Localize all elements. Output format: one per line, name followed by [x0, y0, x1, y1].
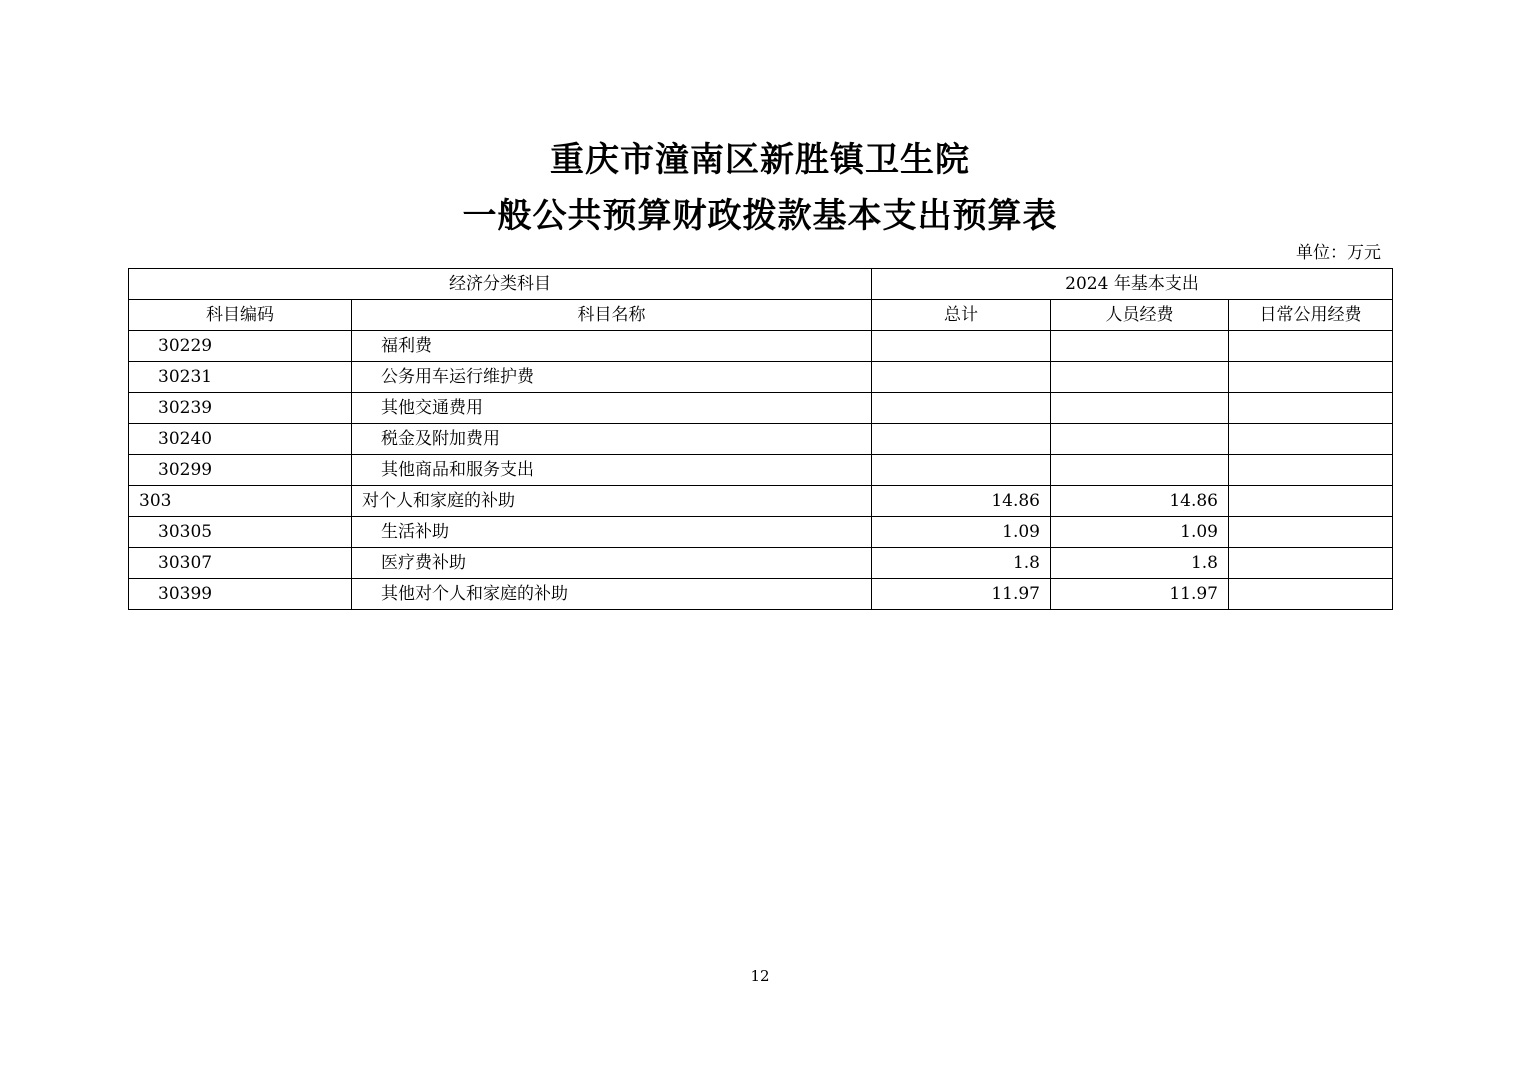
row-name: 福利费 [352, 331, 872, 362]
header-code: 科目编码 [129, 300, 352, 331]
row-total [872, 455, 1051, 486]
row-code: 30307 [129, 548, 352, 579]
header-column-row [129, 300, 1393, 331]
table-row [129, 331, 1393, 362]
row-code: 30231 [129, 362, 352, 393]
row-code: 30229 [129, 331, 352, 362]
row-personnel: 1.8 [1051, 548, 1229, 579]
table-row [129, 362, 1393, 393]
table-row [129, 548, 1393, 579]
row-total: 14.86 [872, 486, 1051, 517]
row-personnel: 11.97 [1051, 579, 1229, 610]
table-row [129, 517, 1393, 548]
row-total [872, 331, 1051, 362]
row-code: 30240 [129, 424, 352, 455]
table-row [129, 424, 1393, 455]
row-name: 对个人和家庭的补助 [352, 486, 872, 517]
row-code: 303 [129, 486, 352, 517]
header-economic-classification: 经济分类科目 [129, 269, 872, 300]
row-personnel: 14.86 [1051, 486, 1229, 517]
row-personnel [1051, 362, 1229, 393]
row-public [1229, 548, 1393, 579]
header-basic-expenditure: 2024 年基本支出 [872, 269, 1393, 300]
row-public [1229, 362, 1393, 393]
row-total: 1.09 [872, 517, 1051, 548]
row-name: 医疗费补助 [352, 548, 872, 579]
row-public [1229, 424, 1393, 455]
table-row [129, 455, 1393, 486]
header-group-row [129, 269, 1393, 300]
header-public: 日常公用经费 [1229, 300, 1393, 331]
row-public [1229, 517, 1393, 548]
row-name: 公务用车运行维护费 [352, 362, 872, 393]
unit-label: 单位：万元 [1296, 243, 1381, 263]
row-total [872, 393, 1051, 424]
row-personnel: 1.09 [1051, 517, 1229, 548]
header-personnel: 人员经费 [1051, 300, 1229, 331]
page-number: 12 [750, 967, 770, 985]
row-personnel [1051, 455, 1229, 486]
row-public [1229, 331, 1393, 362]
row-personnel [1051, 424, 1229, 455]
row-total [872, 424, 1051, 455]
row-name: 生活补助 [352, 517, 872, 548]
table-row [129, 579, 1393, 610]
row-total [872, 362, 1051, 393]
table-row [129, 486, 1393, 517]
row-name: 其他对个人和家庭的补助 [352, 579, 872, 610]
row-code: 30299 [129, 455, 352, 486]
budget-table [128, 268, 1393, 610]
row-code: 30399 [129, 579, 352, 610]
page-title: 重庆市潼南区新胜镇卫生院 [550, 140, 970, 180]
row-personnel [1051, 331, 1229, 362]
row-personnel [1051, 393, 1229, 424]
row-total: 11.97 [872, 579, 1051, 610]
row-name: 税金及附加费用 [352, 424, 872, 455]
row-total: 1.8 [872, 548, 1051, 579]
row-name: 其他商品和服务支出 [352, 455, 872, 486]
row-public [1229, 579, 1393, 610]
page-subtitle: 一般公共预算财政拨款基本支出预算表 [462, 196, 1058, 236]
row-code: 30239 [129, 393, 352, 424]
row-public [1229, 393, 1393, 424]
row-name: 其他交通费用 [352, 393, 872, 424]
header-total: 总计 [872, 300, 1051, 331]
row-public [1229, 486, 1393, 517]
row-code: 30305 [129, 517, 352, 548]
row-public [1229, 455, 1393, 486]
table-row [129, 393, 1393, 424]
header-name: 科目名称 [352, 300, 872, 331]
